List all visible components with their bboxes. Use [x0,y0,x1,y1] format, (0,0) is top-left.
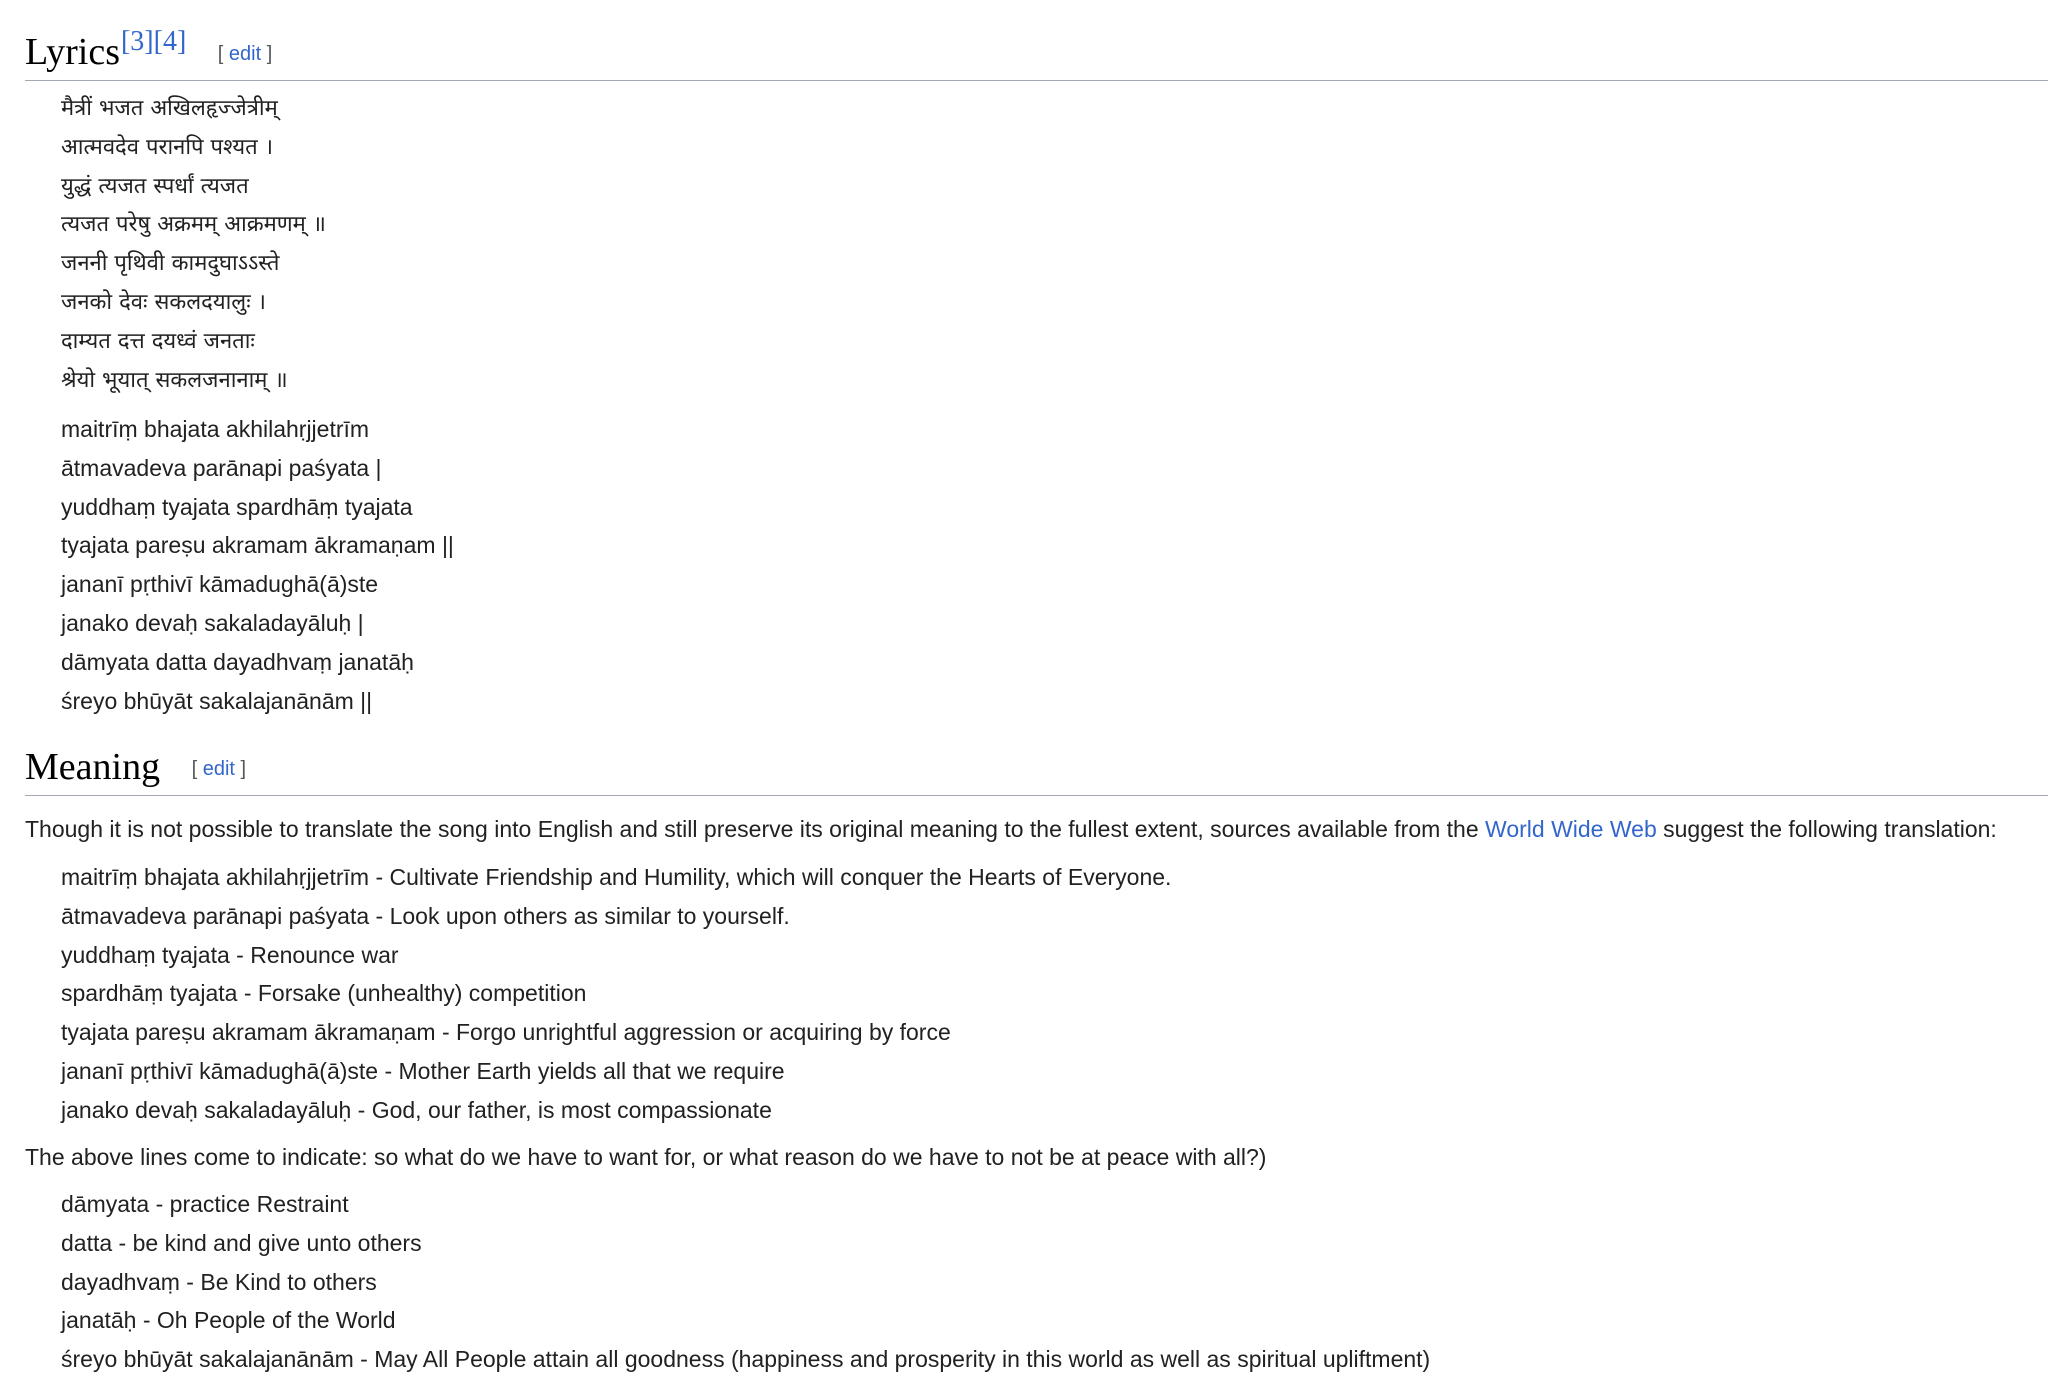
meaning-edit-section [192,758,247,780]
citation-3-link[interactable]: [3] [120,26,154,58]
devanagari-line: जनको देवः सकलदयालुः । [61,289,266,315]
edit-bracket-open: [ [191,758,198,780]
devanagari-verse [61,90,326,400]
citation-4-link[interactable]: [4] [153,26,187,58]
intro-text-after: suggest the following translation: [1656,816,1997,842]
devanagari-line: श्रेयो भूयात् सकलजनानाम् ॥ [61,367,288,393]
devanagari-line: दाम्यत दत्त दयध्वं जनताः [61,328,255,354]
transliteration-line: janako devaḥ sakaladayāluḥ | [61,609,364,636]
lyrics-heading [25,26,2048,81]
transliteration-line: maitrīṃ bhajata akhilahṛjjetrīm [61,416,370,442]
closing-translation-list [61,1185,1430,1379]
intro-text-before: Though it is not possible to translate the song into English and still preserve its original meaning to the fullest extent, sources available from the [25,816,1486,842]
translation-line: spardhāṃ tyajata - Forsake (unhealthy) competition [61,980,587,1007]
closing-translation-line: dāmyata - practice Restraint [61,1191,349,1217]
closing-translation-line: datta - be kind and give unto others [61,1229,422,1256]
translation-line: jananī pṛthivī kāmadughā(ā)ste - Mother Earth yields all that we require [61,1057,785,1084]
translation-line: tyajata pareṣu akramam ākramaṇam - Forgo unrightful aggression or acquiring by force [61,1019,951,1046]
lyrics-edit-link[interactable]: edit [228,43,262,65]
translation-line: janako devaḥ sakaladayāluḥ - God, our father, is most compassionate [61,1096,772,1123]
closing-translation-line: śreyo bhūyāt sakalajanānām - May All People attain all goodness (happiness and prosperity in this world as well as spiritual upliftment) [61,1346,1431,1373]
lyrics-heading-text: Lyrics [25,31,120,73]
transliteration-line: jananī pṛthivī kāmadughā(ā)ste [61,571,379,598]
translation-line: yuddhaṃ tyajata - Renounce war [61,941,399,968]
translation-line: ātmavadeva parānapi paśyata - Look upon others as similar to yourself. [61,902,790,929]
devanagari-line: त्यजत परेषु अक्रमम् आक्रमणम् ॥ [61,212,326,238]
meaning-heading-text: Meaning [25,746,161,788]
above-lines-paragraph: The above lines come to indicate: so what do we have to want for, or what reason do we have to not be at peace with all?) [25,1144,1267,1170]
meaning-edit-link[interactable]: edit [202,758,235,780]
transliteration-line: ātmavadeva parānapi paśyata | [61,454,382,481]
devanagari-line: आत्मवदेव परानपि पश्यत । [61,134,274,160]
devanagari-line: जननी पृथिवी कामदुघाऽऽस्ते [61,251,280,277]
translation-list [61,858,1171,1130]
world-wide-web-link[interactable]: World Wide Web [1485,816,1657,842]
transliterated-verse [61,410,454,720]
transliteration-line: yuddhaṃ tyajata spardhāṃ tyajata [61,493,413,520]
devanagari-line: मैत्रीं भजत अखिलहृज्जेत्रीम् [61,96,278,121]
transliteration-line: dāmyata datta dayadhvaṃ janatāḥ [61,648,414,675]
edit-bracket-close: ] [240,758,247,780]
edit-bracket-open: [ [217,43,224,65]
lyrics-citations [121,26,186,57]
edit-bracket-close: ] [266,43,273,65]
transliteration-line: śreyo bhūyāt sakalajanānām || [61,687,373,714]
closing-translation-line: janatāḥ - Oh People of the World [61,1307,396,1334]
closing-translation-line: dayadhvaṃ - Be Kind to others [61,1268,377,1295]
meaning-intro-paragraph [25,810,1997,848]
lyrics-edit-section [218,43,273,65]
devanagari-line: युद्धं त्यजत स्पर्धां त्यजत [61,173,249,199]
translation-line: maitrīṃ bhajata akhilahṛjjetrīm - Cultivate Friendship and Humility, which will conquer the Hearts of Everyone. [61,864,1172,890]
transliteration-line: tyajata pareṣu akramam ākramaṇam || [61,532,454,559]
meaning-heading [25,745,2048,796]
